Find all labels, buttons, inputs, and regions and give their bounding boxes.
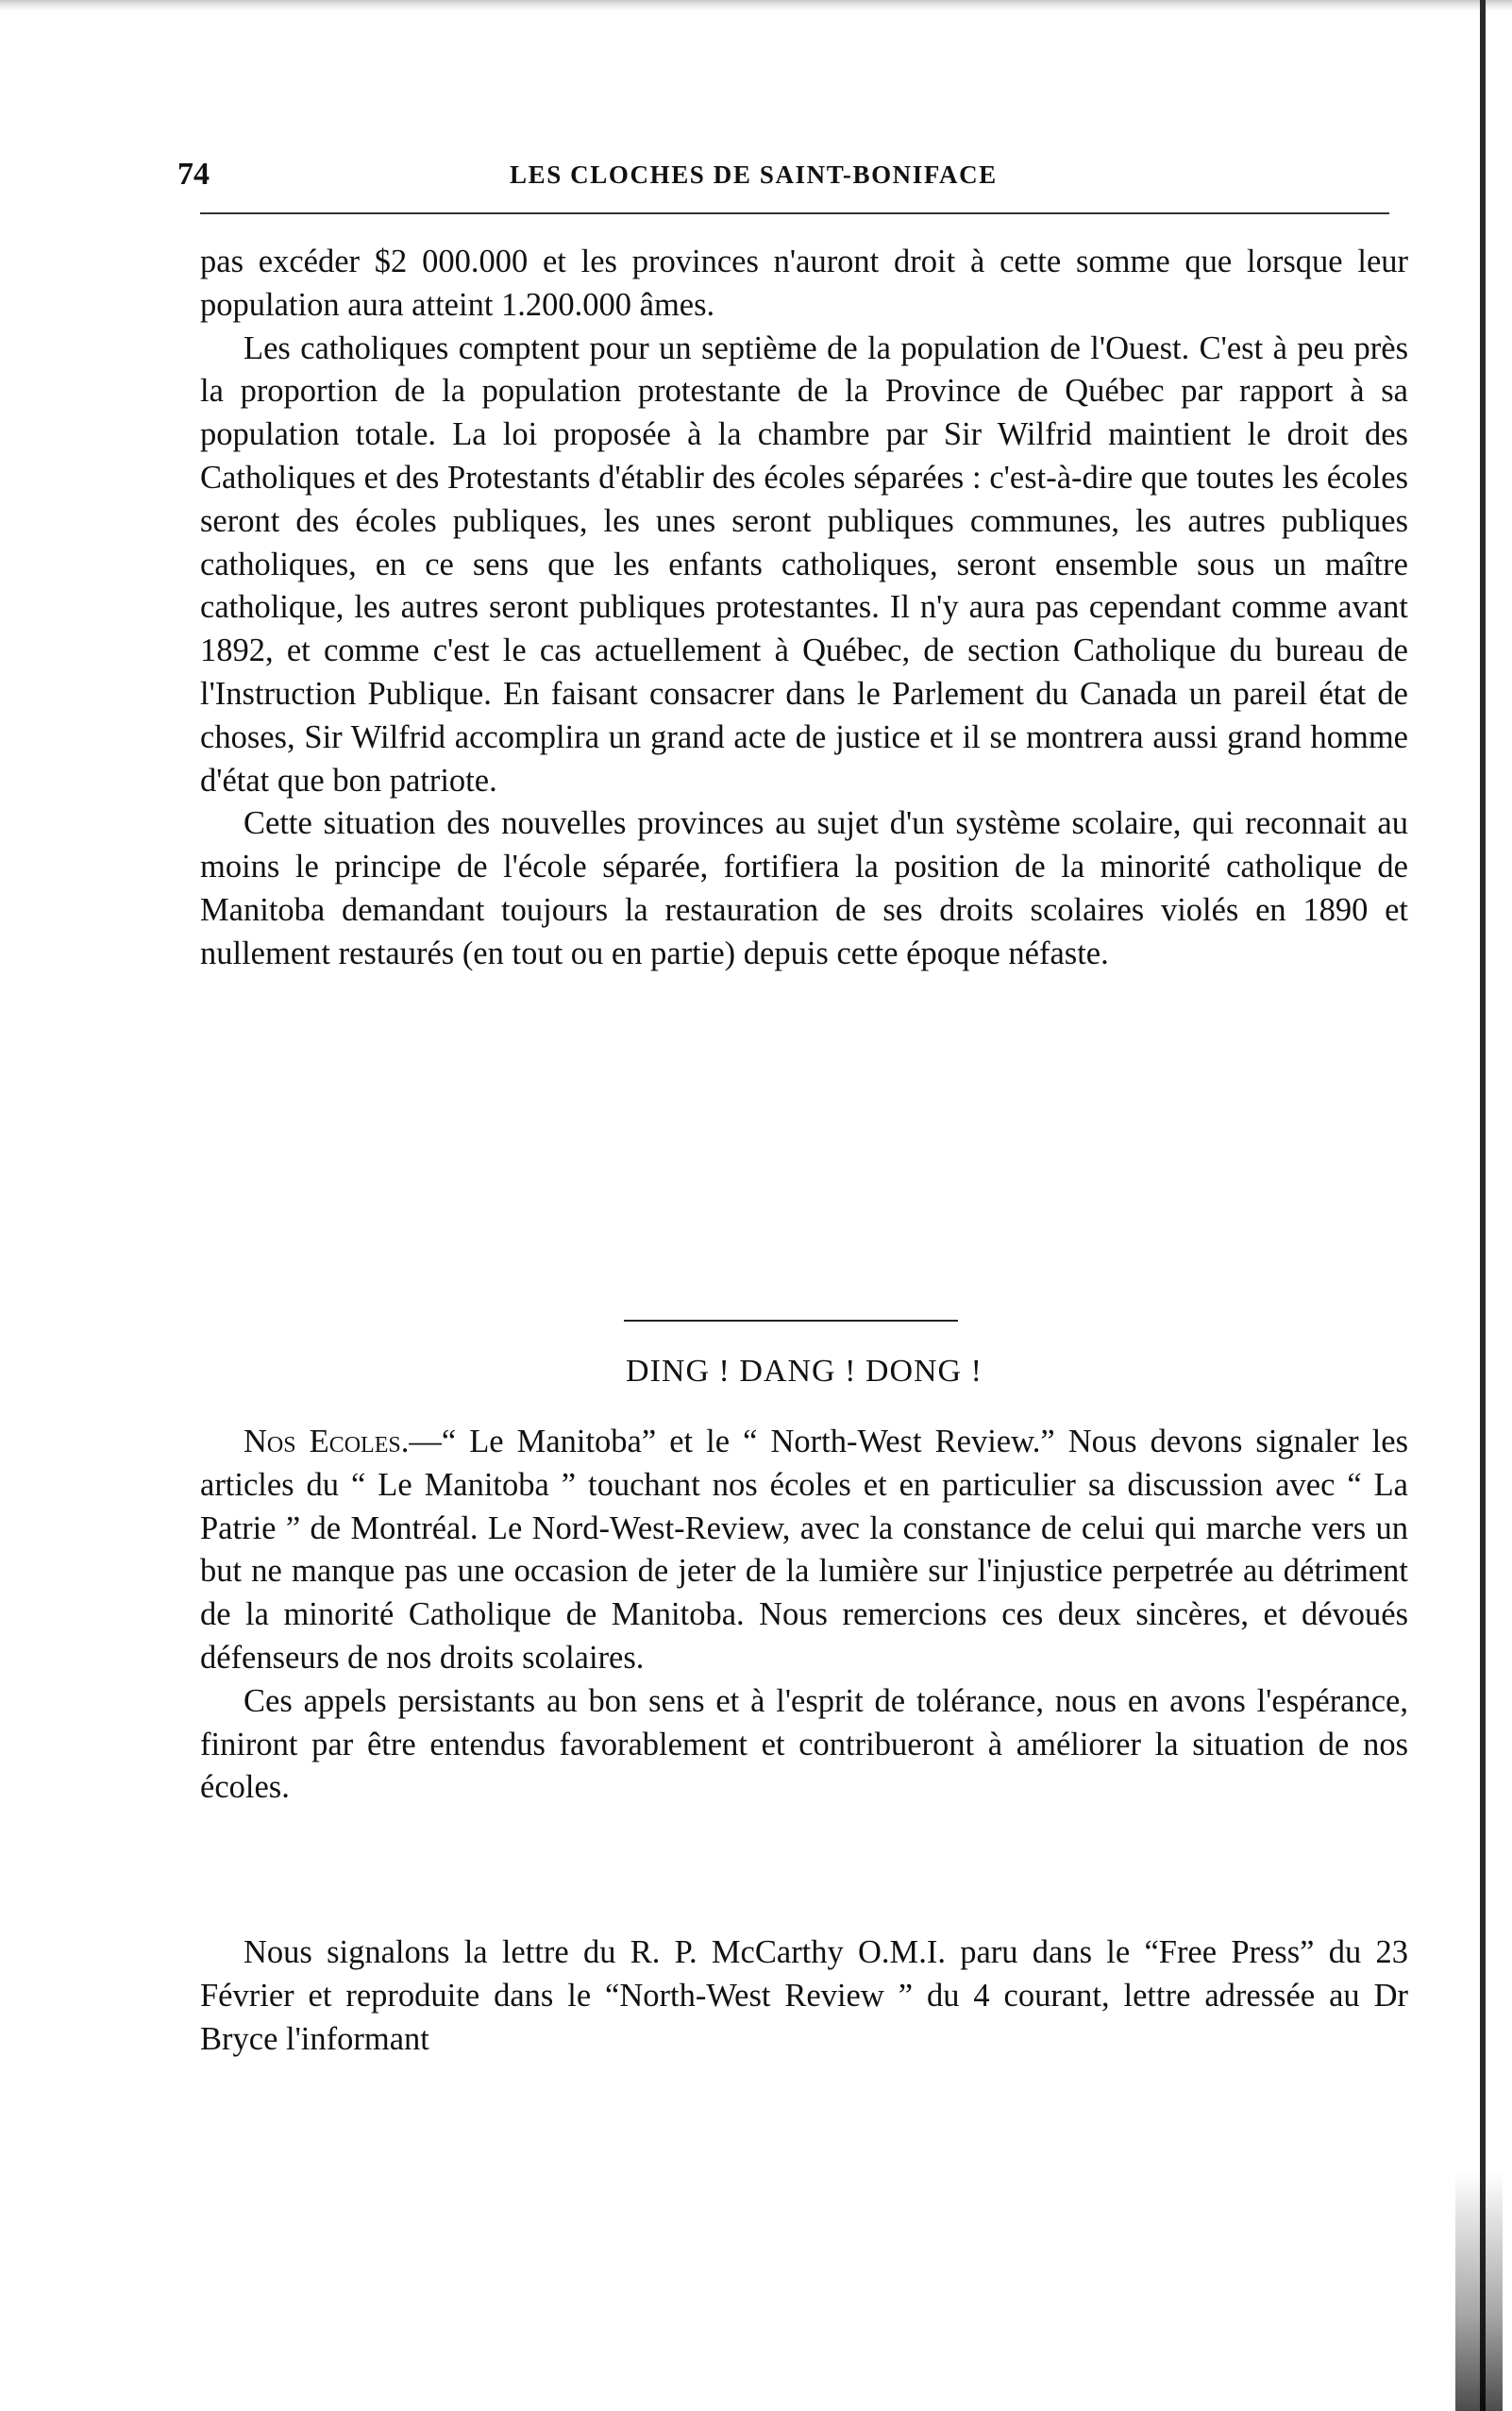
section-body	[200, 1421, 1408, 1810]
paragraph-appels: Ces appels persistants au bon sens et à l'esprit de tolérance, nous en avons l'espérance, finiront par être entendus favorablement et contribueront à améliorer la situation de nos écoles.	[200, 1682, 1408, 1806]
article-continuation	[200, 241, 1408, 976]
paragraph-lead-in: Nos Ecoles.	[244, 1424, 410, 1459]
right-page-edge	[1480, 0, 1486, 2411]
section-body-continued	[200, 1931, 1408, 2061]
section-title: DING ! DANG ! DONG !	[626, 1354, 983, 1389]
paragraph-mccarthy: Nous signalons la lettre du R. P. McCarthy O.M.I. paru dans le “Free Press” du 23 Février et reproduite dans le “North-West Review ” du 4 courant, lettre adressée au Dr Bryce l'informant	[200, 1934, 1408, 2057]
paragraph-continued: pas excéder $2 000.000 et les provinces n'auront droit à cette somme que lorsque leur population aura atteint 1.200.000 âmes.	[200, 244, 1408, 323]
top-edge-shadow	[0, 0, 1512, 11]
section-divider	[624, 1320, 958, 1322]
running-title: LES CLOCHES DE SAINT-BONIFACE	[510, 160, 998, 189]
paragraph-catholics: Les catholiques comptent pour un septième de la population de l'Ouest. C'est à peu près la proportion de la population protestante de la Province de Québec par rapport à sa population totale. La loi proposée à la chambre par Sir Wilfrid maintient le droit des Catholiques et des Protestants d'établir des écoles séparées : c'est-à-dire que toutes les écoles seront des écoles publiques, les unes seront publiques communes, les autres publiques catholiques, en ce sens que les enfants catholiques, seront ensemble sous un maître catholique, les autres seront publiques protestantes. Il n'y aura pas cependant comme avant 1892, et comme c'est le cas actuellement à Québec, de section Catholique du bureau de l'Instruction Publique. En faisant consacrer dans le Parlement du Canada un pareil état de choses, Sir Wilfrid accomplira un grand acte de justice et il se montrera aussi grand homme d'état que bon patriote.	[200, 329, 1408, 799]
page-number: 74	[177, 157, 210, 192]
paragraph-nos-ecoles	[200, 1421, 1408, 1680]
paragraph-situation: Cette situation des nouvelles provinces au sujet d'un système scolaire, qui reconnait au moins le principe de l'école séparée, fortifiera la position de la minorité catholique de Manitoba demandant toujours la restauration de ses droits scolaires violés en 1890 et nullement restaurés (en tout ou en partie) depuis cette époque néfaste.	[200, 805, 1408, 971]
header-rule	[200, 212, 1389, 214]
running-head	[170, 146, 1425, 203]
binding-shadow	[1455, 2171, 1503, 2411]
paragraph-nos-ecoles-text: —“ Le Manitoba” et le “ North-West Review.” Nous devons signaler les articles du “ Le Manitoba ” touchant nos écoles et en particulier sa discussion avec “ La Patrie ” de Montréal. Le Nord-West-Review, avec la constance de celui qui marche vers un but ne manque pas une occasion de jeter de la lumière sur l'injustice perpetrée au détriment de la minorité Catholique de Manitoba. Nous remercions ces deux sincères, et dévoués défenseurs de nos droits scolaires.	[200, 1424, 1408, 1676]
